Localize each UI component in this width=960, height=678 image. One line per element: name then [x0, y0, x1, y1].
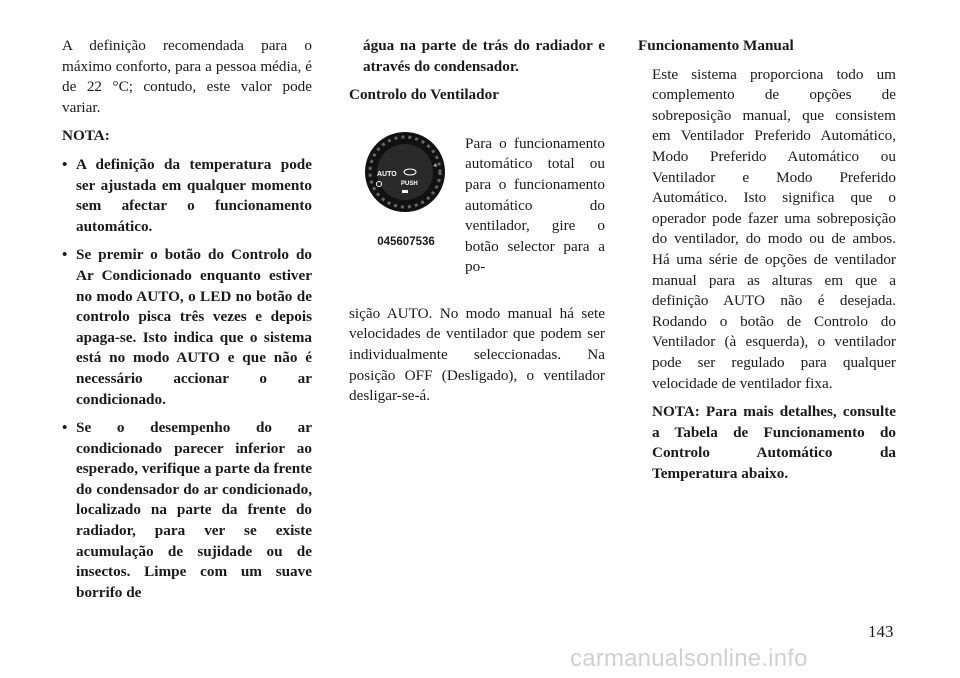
watermark: carmanualsonline.info — [570, 645, 808, 672]
section-heading-manual: Funcionamento Manual — [638, 37, 794, 54]
bullet-dot: • — [62, 155, 68, 173]
bullet-item-1 — [62, 155, 312, 237]
column-middle — [349, 36, 605, 415]
page-number: 143 — [868, 622, 894, 641]
bullet-text: Se premir o botão do Controlo do Ar Condicionado enquanto estiver no modo AUTO, o LED no botão de controlo pisca três vezes e depois apaga-se. Isto indica que o sistema está no modo AUTO e que não é necessário accionar o ar condicionado. — [76, 246, 312, 408]
intro-paragraph: A definição recomendada para o máximo conforto, para a pessoa média, é de 22 °C; contudo, este valor pode variar. — [62, 37, 312, 116]
figure-side-text: Para o funcionamento automático total ou para o funcionamento automático do ventilador, gire o botão selector para a po- — [465, 134, 605, 276]
manual-paragraph: Este sistema proporciona todo um complemento de opções de sobreposição manual, que consistem em Ventilador Preferido Automático, Modo Preferido Automático ou Ventilador e Modo Preferido Automático. Isto significa que o operador pode fazer uma sobreposição do ventilador, do modo ou de ambos. Há uma série de opções de ventilador manual para as alturas em que a definição AUTO não é desejada. Rodando o botão de Controlo do Ventilador (à esquerda), o ventilador pode ser regulado para qualquer velocidade de ventilador fixa. — [652, 65, 896, 392]
figure-code: 045607536 — [377, 235, 435, 248]
column-right — [638, 36, 896, 492]
column-left — [62, 36, 312, 611]
bullet-dot: • — [62, 419, 68, 437]
bullet-text: A definição da temperatura pode ser ajustada em qualquer momento sem afectar o funcionamento automático. — [76, 155, 312, 235]
fan-control-knob-icon — [349, 114, 461, 244]
svg-text:AUTO: AUTO — [377, 170, 397, 178]
bullet-continuation: água na parte de trás do radiador e através do condensador. — [363, 37, 605, 75]
bullet-text: Se o desempenho do ar condicionado parecer inferior ao esperado, verifique a parte da frente do condensador do ar condicionado, localizado na parte da frente do radiador, para ver se existe acumulação de sujidade ou de insectos. Limpe com um suave borrifo de — [76, 419, 312, 601]
figure-block — [349, 114, 605, 304]
bullet-item-3 — [62, 418, 312, 603]
bullet-dot: • — [62, 246, 68, 264]
svg-text:PUSH: PUSH — [401, 180, 418, 187]
fan-control-paragraph: sição AUTO. No modo manual há sete velocidades de ventilador que podem ser individualmente seleccionadas. Na posição OFF (Desligado), o ventilador desligar-se-á. — [349, 304, 605, 405]
section-heading-fan-control: Controlo do Ventilador — [349, 86, 499, 104]
bullet-item-2 — [62, 245, 312, 410]
nota-label: NOTA: — [62, 127, 110, 145]
note-paragraph: NOTA: Para mais detalhes, consulte a Tabela de Funcionamento do Controlo Automático da Temperatura abaixo. — [652, 403, 896, 482]
